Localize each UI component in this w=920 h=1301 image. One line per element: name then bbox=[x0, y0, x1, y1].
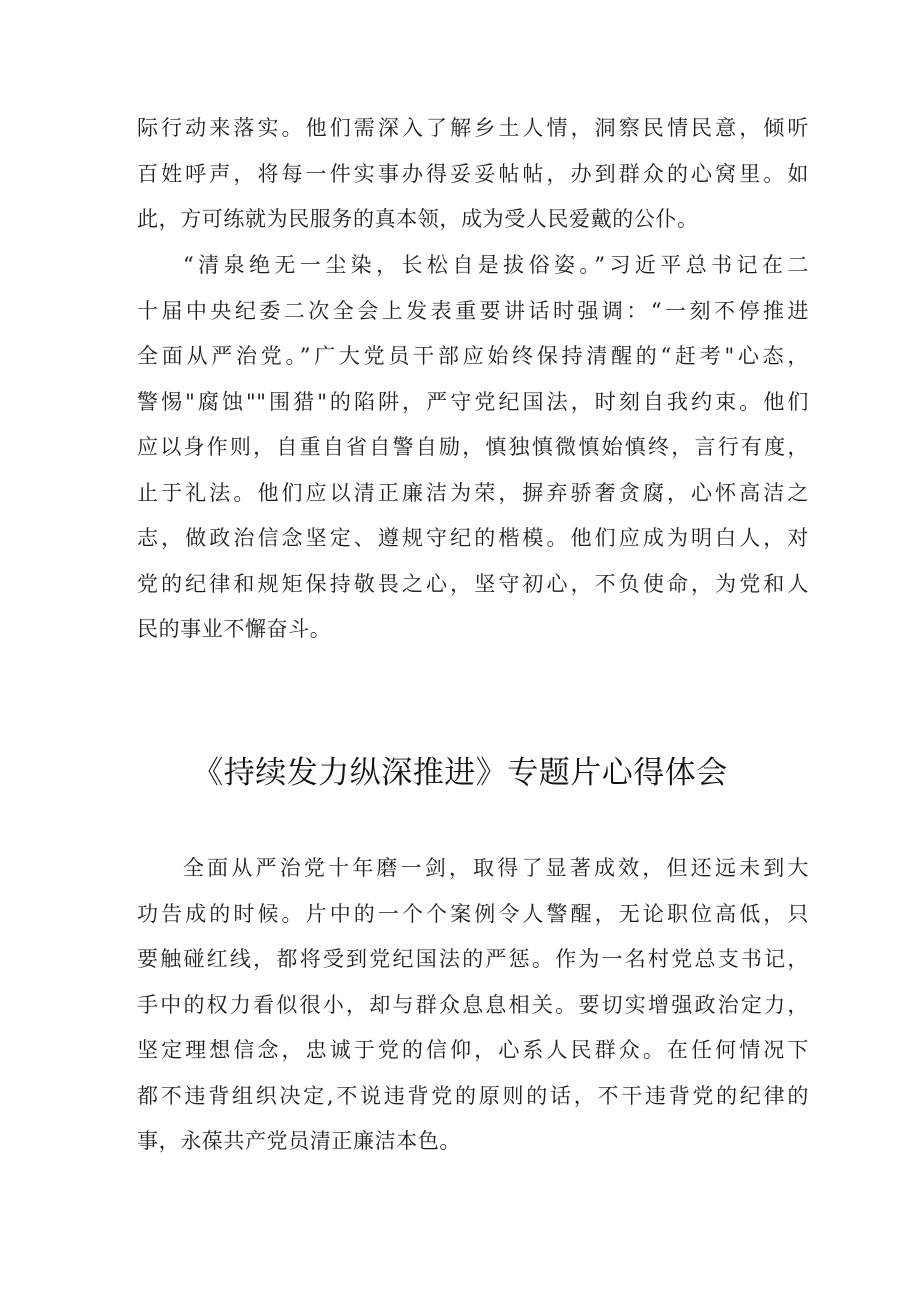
paragraph-line: 止于礼法。他们应以清正廉洁为荣，摒弃骄奢贪腐，心怀高洁之 bbox=[137, 480, 809, 505]
paragraph-line: 应以身作则，自重自省自警自励，慎独慎微慎始慎终，言行有度， bbox=[137, 435, 809, 459]
paragraph-line: 全面从严治党。”广大党员干部应始终保持清醒的“赶考"心态， bbox=[137, 344, 809, 368]
paragraph-line: 坚定理想信念，忠诚于党的信仰，心系人民群众。在任何情况下 bbox=[137, 1038, 809, 1062]
paragraph-continuation bbox=[137, 106, 809, 243]
section-title: 《持续发力纵深推进》专题片心得体会 bbox=[192, 755, 728, 791]
paragraph-line: 都不违背组织决定,不说违背党的原则的话，不干违背党的纪律的 bbox=[137, 1083, 809, 1108]
paragraph-line: 事，永葆共产党员清正廉洁本色。 bbox=[137, 1129, 461, 1153]
paragraph-line: 功告成的时候。片中的一个个案例令人警醒，无论职位高低，只 bbox=[137, 901, 809, 926]
paragraph-line: 手中的权力看似很小，却与群众息息相关。要切实增强政治定力， bbox=[137, 992, 809, 1017]
paragraph-line: 民的事业不懈奋斗。 bbox=[137, 617, 332, 641]
paragraph-line: 百姓呼声，将每一件实事办得妥妥帖帖，办到群众的心窝里。如 bbox=[137, 161, 809, 186]
paragraph-line: 此，方可练就为民服务的真本领，成为受人民爱戴的公仆。 bbox=[137, 207, 699, 231]
paragraph-reflection bbox=[137, 846, 809, 1165]
paragraph-quote-discipline bbox=[137, 243, 809, 653]
paragraph-line: 际行动来落实。他们需深入了解乡土人情，洞察民情民意，倾听 bbox=[137, 116, 809, 140]
paragraph-line: 要触碰红线，都将受到党纪国法的严惩。作为一名村党总支书记， bbox=[137, 947, 809, 971]
paragraph-line: “清泉绝无一尘染，长松自是拔俗姿。”习近平总书记在二 bbox=[183, 253, 809, 277]
paragraph-line: 全面从严治党十年磨一剑，取得了显著成效，但还远未到大 bbox=[183, 856, 809, 880]
paragraph-line: 党的纪律和规矩保持敬畏之心，坚守初心，不负使命，为党和人 bbox=[137, 571, 809, 596]
paragraph-line: 十届中央纪委二次全会上发表重要讲话时强调：“一刻不停推进 bbox=[137, 298, 809, 323]
paragraph-line: 警惕"腐蚀""围猎"的陷阱，严守党纪国法，时刻自我约束。他们 bbox=[137, 389, 809, 414]
paragraph-line: 志，做政治信念坚定、遵规守纪的楷模。他们应成为明白人，对 bbox=[137, 526, 809, 550]
